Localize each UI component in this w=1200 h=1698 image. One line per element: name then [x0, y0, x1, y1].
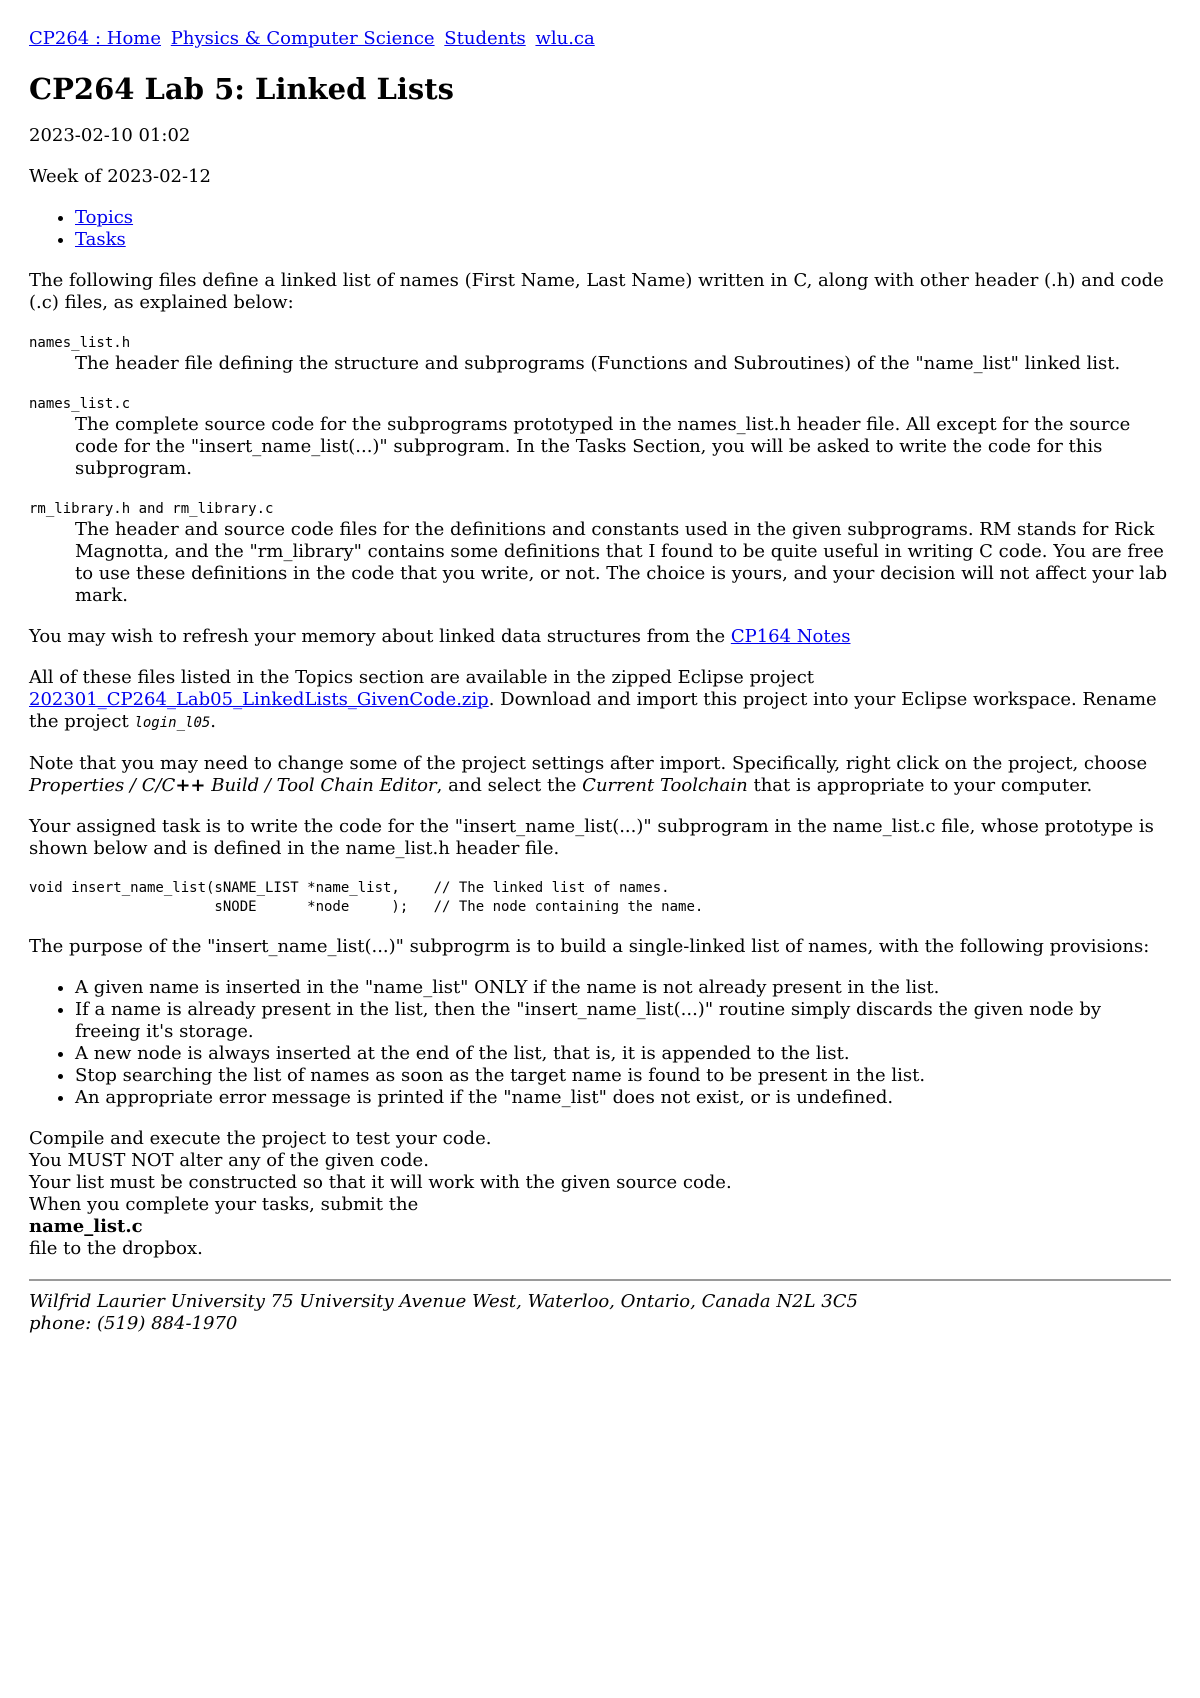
zip-paragraph	[29, 667, 1171, 734]
footer	[29, 1291, 1171, 1335]
page-title: CP264 Lab 5: Linked Lists	[29, 72, 454, 106]
closing-line: Compile and execute the project to test your code.	[29, 1128, 492, 1149]
breadcrumb-link-wlu[interactable]: wlu.ca	[535, 28, 595, 49]
zip-text-before: All of these files listed in the Topics section are available in the zipped Eclipse project	[29, 667, 815, 688]
settings-em-1: Properties / C/C	[29, 775, 176, 796]
project-name-code: login_l05	[134, 715, 211, 731]
list-item: • If a name is already present in the list, then the "insert_name_list(...)" routine simply discards the given node by freeing it's storage.	[75, 999, 1171, 1043]
provisions-list	[29, 977, 1171, 1109]
footer-divider	[29, 1279, 1171, 1281]
timestamp: 2023-02-10 01:02	[29, 125, 191, 146]
toc-link-tasks[interactable]: Tasks	[75, 229, 126, 250]
refresh-paragraph	[29, 626, 1171, 648]
toc-link-topics[interactable]: Topics	[75, 207, 134, 228]
week-label: Week of 2023-02-12	[29, 166, 211, 187]
submit-filename: name_list.c	[29, 1216, 143, 1237]
zip-text-middle: . Download and import this project into your Eclipse workspace. Rename the project	[29, 689, 1157, 732]
footer-phone: phone: (519) 884-1970	[29, 1313, 238, 1334]
file-term: names_list.h	[29, 335, 131, 351]
list-item: • Stop searching the list of names as soon as the target name is found to be present in the list.	[75, 1065, 1171, 1087]
settings-em-2: Build / Tool Chain Editor	[205, 775, 437, 796]
closing-line-submit	[29, 1194, 1171, 1260]
settings-text-b: , and select the	[436, 775, 583, 796]
footer-address: Wilfrid Laurier University 75 University Avenue West, Waterloo, Ontario, Canada N2L 3C5	[29, 1291, 858, 1312]
zip-text-after: .	[210, 711, 217, 732]
breadcrumb-link-home[interactable]: CP264 : Home	[29, 28, 162, 49]
settings-paragraph	[29, 753, 1171, 797]
closing-line: Your list must be constructed so that it will work with the given source code.	[29, 1172, 732, 1193]
settings-text-c: that is appropriate to your computer.	[747, 775, 1093, 796]
refresh-text: You may wish to refresh your memory about linked data structures from the	[29, 626, 731, 647]
settings-toolchain: Current Toolchain	[582, 775, 748, 796]
breadcrumb-link-department[interactable]: Physics & Computer Science	[170, 28, 435, 49]
submit-text-before: When you complete your tasks, submit the	[29, 1194, 419, 1215]
file-description: The header and source code files for the definitions and constants used in the given subprograms. RM stands for Rick Magnotta, and the "rm_library" contains some definitions that I found to be quite useful in writing C code. You are free to use these definitions in the code that you write, or not. The choice is yours, and your decision will not affect your lab mark.	[75, 519, 1168, 606]
file-description: The header file defining the structure and subprograms (Functions and Subroutines) of the "name_list" linked list.	[75, 353, 1121, 374]
toc-item	[75, 229, 1171, 251]
zip-download-link[interactable]: 202301_CP264_Lab05_LinkedLists_GivenCode.zip	[29, 689, 489, 710]
breadcrumb	[29, 28, 1171, 50]
task-paragraph: Your assigned task is to write the code for the "insert_name_list(...)" subprogram in the name_list.c file, whose prototype is shown below and is defined in the name_list.h header file.	[29, 816, 1154, 859]
submit-text-after: file to the dropbox.	[29, 1238, 203, 1259]
purpose-paragraph: The purpose of the "insert_name_list(...)" subprogrm is to build a single-linked list of names, with the following provisions:	[29, 936, 1150, 957]
intro-paragraph: The following files define a linked list of names (First Name, Last Name) written in C, along with other header (.h) and code (.c) files, as explained below:	[29, 270, 1164, 313]
file-description: The complete source code for the subprograms prototyped in the names_list.h header file. All except for the source code for the "insert_name_list(...)" subprogram. In the Tasks Section, you will be asked to write the code for this subprogram.	[75, 414, 1131, 479]
closing-line: You MUST NOT alter any of the given code.	[29, 1150, 429, 1171]
file-list	[29, 333, 1171, 607]
file-term: names_list.c	[29, 396, 131, 412]
closing-paragraph	[29, 1128, 1171, 1260]
breadcrumb-link-students[interactable]: Students	[444, 28, 526, 49]
toc-item	[75, 207, 1171, 229]
settings-menu-path	[29, 775, 437, 796]
list-item: • An appropriate error message is printed if the "name_list" does not exist, or is undefined.	[75, 1087, 1171, 1109]
table-of-contents	[29, 207, 1171, 251]
cp164-notes-link[interactable]: CP164 Notes	[730, 626, 851, 647]
settings-text-a: Note that you may need to change some of the project settings after import. Specifically, right click on the project, choose	[29, 753, 1148, 774]
list-item: • A new node is always inserted at the end of the list, that is, it is appended to the list.	[75, 1043, 1171, 1065]
file-term: rm_library.h and rm_library.c	[29, 501, 274, 517]
list-item: • A given name is inserted in the "name_list" ONLY if the name is not already present in the list.	[75, 977, 1171, 999]
settings-plusplus: ++	[175, 775, 206, 796]
code-block: void insert_name_list(sNAME_LIST *name_list, // The linked list of names. sNODE *node ); // The node containing the name.	[29, 880, 704, 915]
